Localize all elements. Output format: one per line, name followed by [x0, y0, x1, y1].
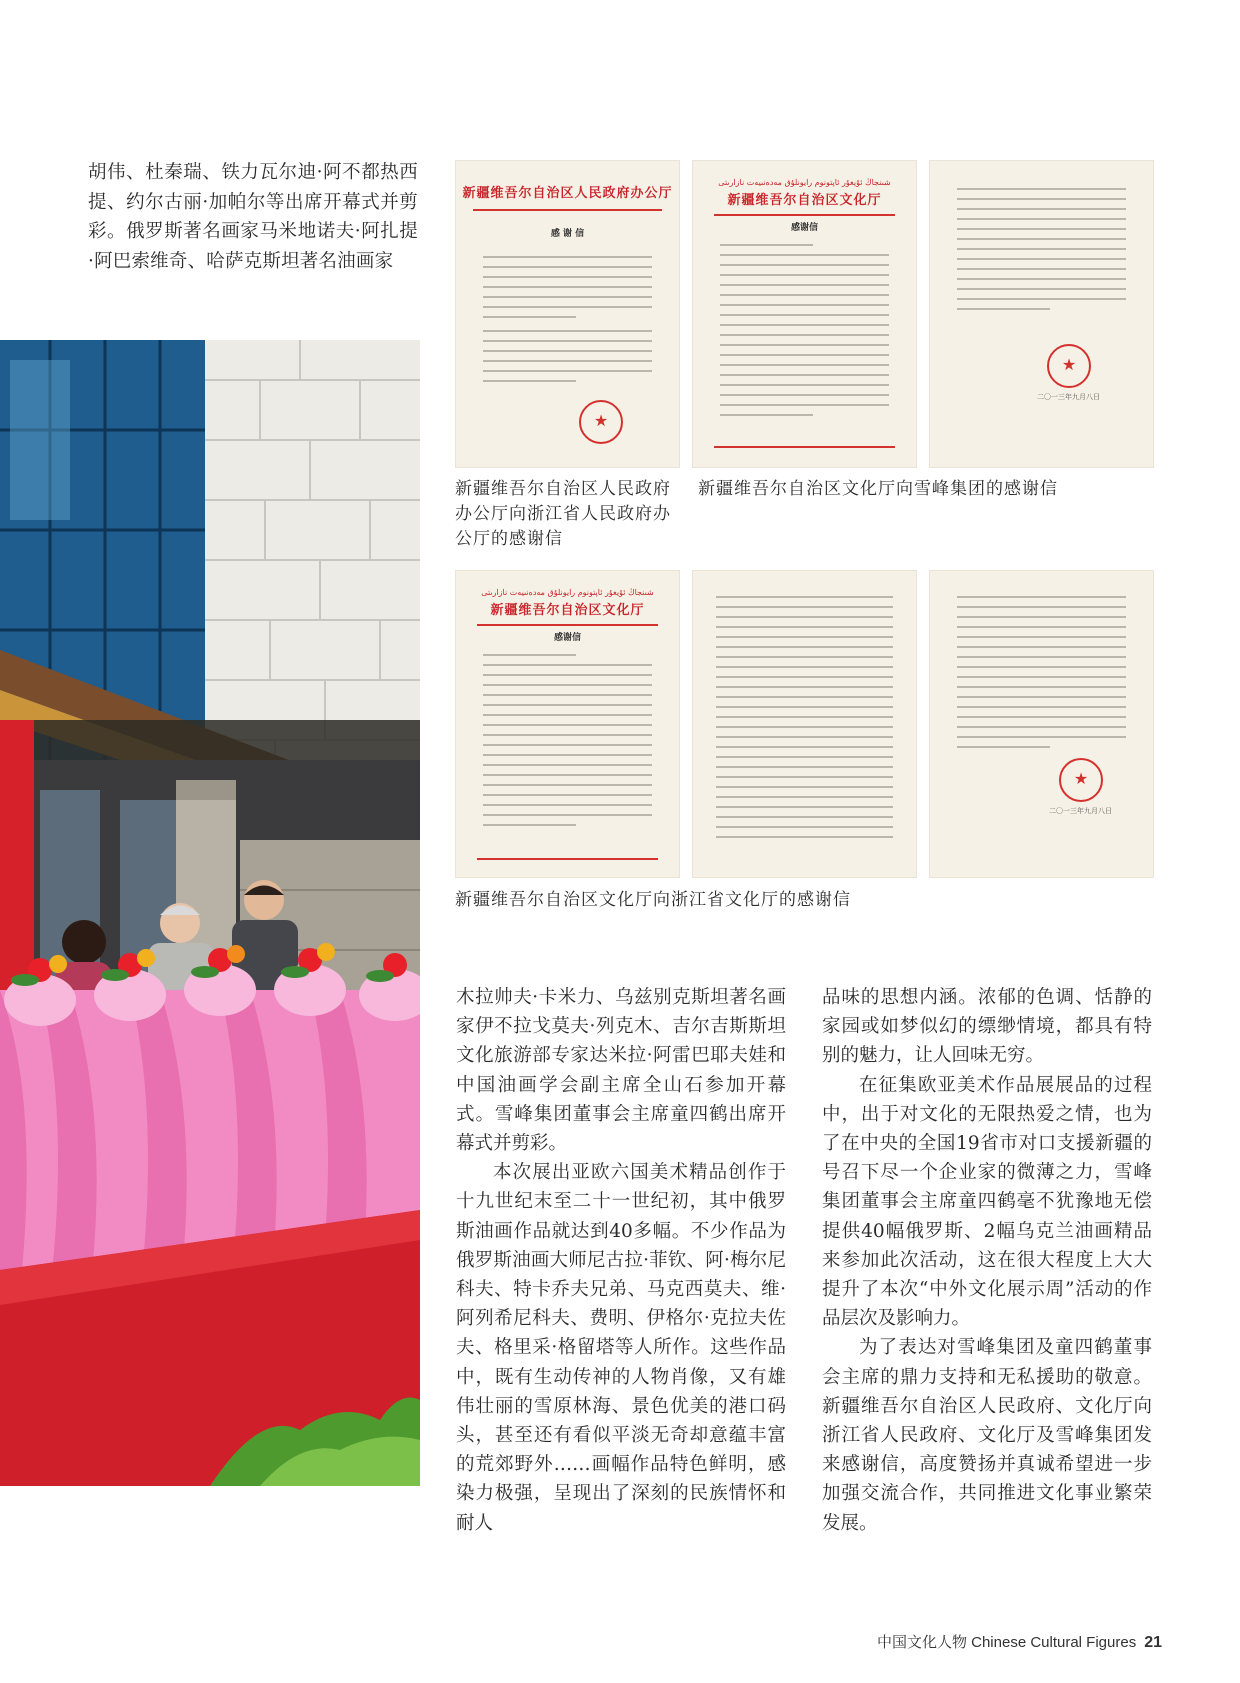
letter-zhejiang-page2	[692, 570, 917, 878]
letter-culture-dept-to-xuefeng	[692, 160, 917, 468]
letter-header-rule	[714, 214, 895, 216]
letter-body-lines	[957, 596, 1126, 756]
paragraph: 品味的思想内涵。浓郁的色调、恬静的家园或如梦似幻的缥缈情境，都具有特别的魅力，让人回味无穷。	[822, 987, 1152, 1067]
paragraph: 木拉帅夫·卡米力、乌兹别克斯坦著名画家伊不拉戈莫夫·列克木、吉尔吉斯斯坦文化旅游部专家达米拉·阿雷巴耶夫娃和中国油画学会副主席全山石参加开幕式。雪峰集团董事会主席童四鹤出席开幕式并剪彩。	[456, 987, 786, 1155]
letter-subject: 感 谢 信	[550, 229, 585, 239]
letter-culture-dept-page2	[929, 160, 1154, 468]
letter-gov-office	[455, 160, 680, 468]
letter-header-rule	[473, 209, 662, 211]
paragraph: 为了表达对雪峰集团及童四鹤董事会主席的鼎力支持和无私援助的敬意。新疆维吾尔自治区人民政府、文化厅向浙江省人民政府、文化厅及雪峰集团发来感谢信，高度赞扬并真诚希望进一步加强交流合作，共同推进文化事业繁荣发展。	[822, 1337, 1152, 1534]
red-seal-icon	[579, 400, 623, 444]
letter-body-lines	[483, 654, 652, 834]
letter-header: 新疆维吾尔自治区人民政府办公厅	[462, 186, 673, 201]
ceremony-photo	[0, 340, 420, 1486]
letter-date: 二〇一三年九月八日	[1037, 393, 1100, 401]
caption-xuefeng-letter: 新疆维吾尔自治区文化厅向雪峰集团的感谢信	[698, 479, 1058, 499]
letter-body-lines	[957, 188, 1126, 318]
magazine-name: 中国文化人物 Chinese Cultural Figures	[876, 1634, 1137, 1651]
letter-zhejiang-page3	[929, 570, 1154, 878]
caption-zhejiang-letter: 新疆维吾尔自治区文化厅向浙江省文化厅的感谢信	[455, 890, 851, 910]
letter-body-lines	[483, 256, 652, 390]
letter-subject: 感谢信	[790, 223, 818, 233]
red-seal-icon	[1059, 758, 1103, 802]
letter-body-lines	[716, 596, 893, 846]
red-seal-icon	[1047, 344, 1091, 388]
letter-footer-rule	[714, 446, 895, 448]
caption-gov-office-letter: 新疆维吾尔自治区人民政府办公厅向浙江省人民政府办公厅的感谢信	[455, 479, 671, 549]
letter-culture-dept-to-zhejiang	[455, 570, 680, 878]
letter-header: 新疆维吾尔自治区文化厅	[727, 193, 882, 208]
body-column-middle	[456, 983, 786, 1538]
body-column-right	[822, 983, 1152, 1538]
letter-header: 新疆维吾尔自治区文化厅	[490, 603, 645, 618]
paragraph: 本次展出亚欧六国美术精品创作于十九世纪末至二十一世纪初，其中俄罗斯油画作品就达到40多幅。不少作品为俄罗斯油画大师尼古拉·菲钦、阿·梅尔尼科夫、特卡乔夫兄弟、马克西莫夫、维·阿列希尼科夫、费明、伊格尔·克拉夫佐夫、格里采·格留塔等人所作。这些作品中，既有生动传神的人物肖像，又有雄伟壮丽的雪原林海、景色优美的港口码头，甚至还有看似平淡无奇却意蕴丰富的荒郊野外……画幅作品特色鲜明，感染力极强，呈现出了深刻的民族情怀和耐人	[456, 1162, 786, 1534]
page-number: 21	[1144, 1634, 1162, 1651]
intro-paragraph: 胡伟、杜秦瑞、铁力瓦尔迪·阿不都热西提、约尔古丽·加帕尔等出席开幕式并剪彩。俄罗斯著名画家马米地诺夫·阿扎提·阿巴索维奇、哈萨克斯坦著名油画家	[88, 162, 418, 272]
letter-footer-rule	[477, 858, 658, 860]
letter-header-uyghur: شىنجاڭ ئۇيغۇر ئاپتونوم رايونلۇق مەدەنىيەت نازارىتى	[481, 588, 654, 597]
letter-body-lines	[720, 244, 889, 424]
page-footer	[877, 1631, 1162, 1652]
letter-date: 二〇一三年九月八日	[1049, 807, 1112, 815]
letter-header-rule	[477, 624, 658, 626]
paragraph: 在征集欧亚美术作品展展品的过程中，出于对文化的无限热爱之情，也为了在中央的全国19省市对口支援新疆的号召下尽一个企业家的微薄之力，雪峰集团董事会主席童四鹤毫不犹豫地无偿提供40幅俄罗斯、2幅乌克兰油画精品来参加此次活动，这在很大程度上大大提升了本次“中外文化展示周”活动的作品层次及影响力。	[822, 1074, 1152, 1330]
letter-subject: 感谢信	[553, 633, 581, 643]
letter-header-uyghur: شىنجاڭ ئۇيغۇر ئاپتونوم رايونلۇق مەدەنىيەت نازارىتى	[718, 178, 891, 187]
